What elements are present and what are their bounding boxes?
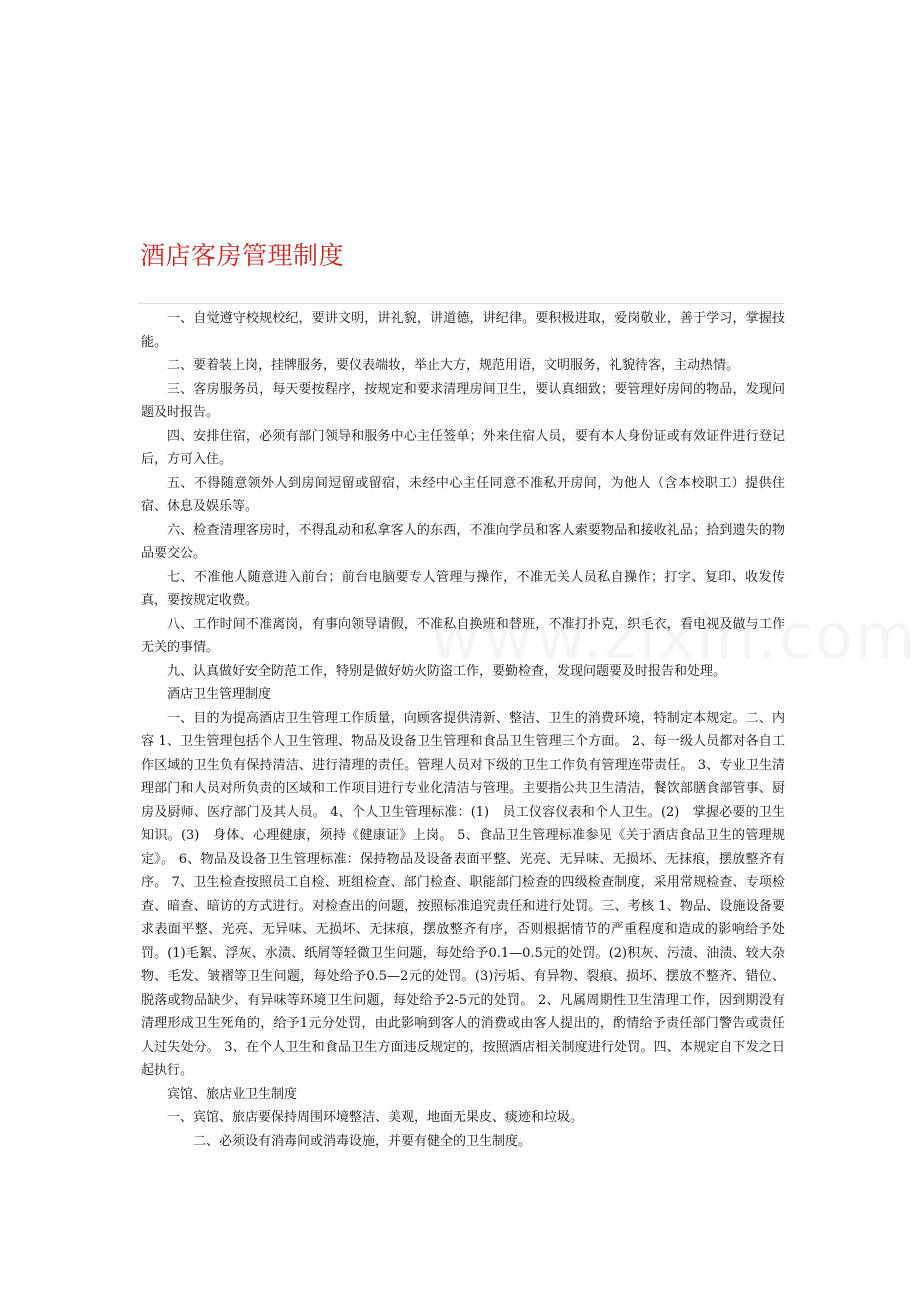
- paragraph-5: 五、不得随意领外人到房间逗留或留宿，未经中心主任同意不准私开房间，为他人（含本校职工）提供住宿、休息及娱乐等。: [141, 475, 785, 514]
- paragraph-2: 二、要着装上岗，挂牌服务，要仪表端妆，举止大方，规范用语，文明服务，礼貌待客，主动热情。: [167, 358, 740, 373]
- paragraph-hotel-1: 一、宾馆、旅店要保持周围环境整洁、美观，地面无果皮、痰迹和垃圾。: [167, 1110, 584, 1125]
- paragraph-hygiene-body: 一、目的为提高酒店卫生管理工作质量，向顾客提供清新、整洁、卫生的消费环境，特制定本规定。二、内容 1、卫生管理包括个人卫生管理、物品及设备卫生管理和食品卫生管理三个方面。 2、每一级人员都对各自工作区域的卫生负有保持清洁、进行清理的责任。管理人员对下级的卫生工作负有管理连带责任。 3、专业卫生清理部门和人员对所负责的区域和工作项目进行专业化清洁与管理。主要指公共卫生清洁，餐饮部膳食部管事、厨房及厨师、医疗部门及其人员。 4、个人卫生管理标准：(1) 员工仪容仪表和个人卫生。(2) 掌握必要的卫生知识。(3) 身体、心理健康，须持《健康证》上岗。 5、食品卫生管理标准参见《关于酒店食品卫生的管理规定》。 6、物品及设备卫生管理标准：保持物品及设备表面平整、光亮、无异味、无损坏、无抹痕，摆放整齐有序。 7、卫生检查按照员工自检、班组检查、部门检查、职能部门检查的四级检查制度，采用常规检查、专项检查、暗查、暗访的方式进行。对检查出的问题，按照标准追究责任和进行处罚。三、考核 1、物品、设施设备要求表面平整、光亮、无异味、无损坏、无抹痕，摆放整齐有序，否则根据情节的严重程度和造成的影响给予处罚。(1)毛絮、浮灰、水渍、纸屑等轻微卫生问题，每处给予0.1—0.5元的处罚。(2)积灰、污渍、油渍、较大杂物、毛发、皱褶等卫生问题，每处给予0.5—2元的处罚。(3)污垢、有异物、裂痕、损坏、摆放不整齐、错位、脱落或物品缺少、有异味等环境卫生问题，每处给予2-5元的处罚。 2、凡属周期性卫生清理工作，因到期没有清理形成卫生死角的，给予1元分处罚，由此影响到客人的消费或由客人提出的，酌情给予责任部门警告或责任人过失处分。 3、在个人卫生和食品卫生方面违反规定的，按照酒店相关制度进行处罚。四、本规定自下发之日起执行。: [141, 710, 785, 1078]
- paragraph-1: 一、自觉遵守校规校纪，要讲文明，讲礼貌，讲道德，讲纪律。要积极进取，爱岗敬业，善于学习，掌握技能。: [141, 311, 785, 350]
- paragraph-7: 七、不准他人随意进入前台；前台电脑要专人管理与操作，不准无关人员私自操作；打字、复印、收发传真，要按规定收费。: [141, 569, 785, 608]
- title-divider: [138, 303, 784, 304]
- paragraph-hotel-2: 二、必须设有消毒间或消毒设施，并要有健全的卫生制度。: [193, 1133, 532, 1149]
- paragraph-3: 三、客房服务员，每天要按程序，按规定和要求清理房间卫生，要认真细致；要管理好房间的物品，发现问题及时报告。: [141, 381, 785, 420]
- paragraph-6: 六、检查清理客房时，不得乱动和私拿客人的东西，不准向学员和客人索要物品和接收礼品；拾到遗失的物品要交公。: [141, 522, 785, 561]
- section-heading-hygiene: 酒店卫生管理制度: [167, 687, 272, 702]
- paragraph-9: 九、认真做好安全防范工作，特别是做好妨火防盗工作，要勤检查，发现问题要及时报告和处理。: [167, 663, 727, 679]
- section-heading-hotel-hygiene: 宾馆、旅店业卫生制度: [167, 1086, 298, 1102]
- paragraph-4: 四、安排住宿，必须有部门领导和服务中心主任签单；外来住宿人员，要有本人身份证或有效证件进行登记后，方可入住。: [141, 428, 785, 467]
- document-body: [141, 307, 785, 1153]
- document-title: 酒店客房管理制度: [140, 241, 345, 270]
- paragraph-8: 八、工作时间不准离岗，有事向领导请假，不准私自换班和替班，不准打扑克，织毛衣，看电视及做与工作无关的事情。: [141, 616, 785, 655]
